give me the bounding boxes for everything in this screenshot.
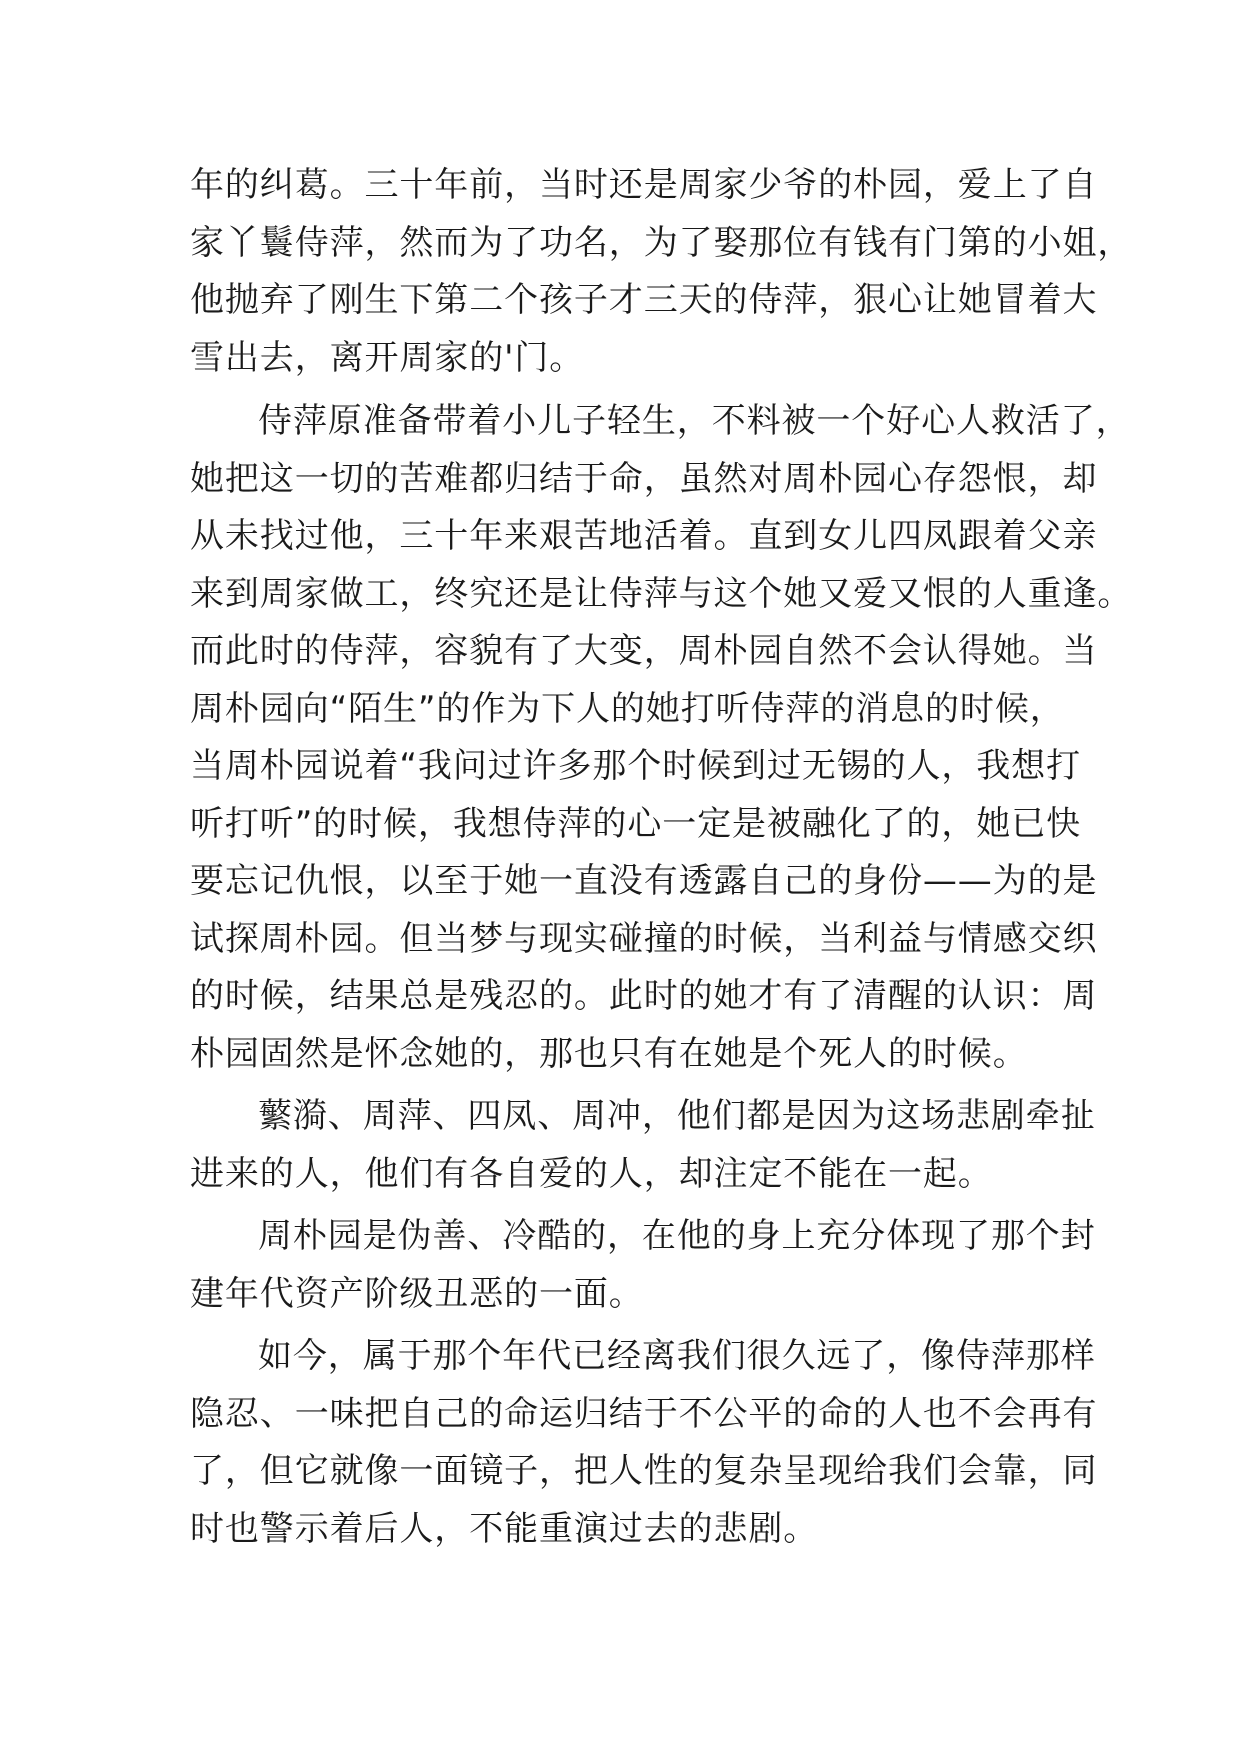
paragraph-5 bbox=[190, 1328, 1098, 1558]
text-line: 进来的人，他们有各自爱的人，却注定不能在一起。 bbox=[190, 1153, 993, 1194]
paragraph-2 bbox=[190, 393, 1133, 1083]
paragraph-3 bbox=[190, 1088, 1096, 1203]
text-line: 而此时的侍萍，容貌有了大变，周朴园自然不会认得她。当 bbox=[190, 631, 1098, 671]
text-line: 的时候，结果总是残忍的。此时的她才有了清醒的认识：周 bbox=[190, 976, 1098, 1016]
text-line: 当周朴园说着“我问过许多那个时候到过无锡的人，我想打 bbox=[190, 746, 1082, 786]
document-body bbox=[190, 157, 1133, 1558]
text-line: 她把这一切的苦难都归结于命，虽然对周朴园心存怨恨，却 bbox=[190, 458, 1098, 499]
text-line: 听打听”的时候，我想侍萍的心一定是被融化了的，她已快 bbox=[190, 803, 1082, 844]
text-line: 来到周家做工，终究还是让侍萍与这个她又爱又恨的人重逢。 bbox=[190, 573, 1133, 614]
text-line: 蘩漪、周萍、四凤、周冲，他们都是因为这场悲剧牵扯 bbox=[258, 1096, 1096, 1136]
text-line: 他抛弃了刚生下第二个孩子才三天的侍萍，狠心让她冒着大 bbox=[190, 280, 1098, 320]
paragraph-4 bbox=[190, 1208, 1096, 1323]
text-line: 了，但它就像一面镜子，把人性的复杂呈现给我们会靠，同 bbox=[190, 1451, 1098, 1491]
text-line: 试探周朴园。但当梦与现实碰撞的时候，当利益与情感交织 bbox=[190, 918, 1098, 959]
text-line: 家丫鬟侍萍，然而为了功名，为了娶那位有钱有门第的小姐， bbox=[190, 222, 1133, 263]
text-line: 年的纠葛。三十年前，当时还是周家少爷的朴园，爱上了自 bbox=[190, 165, 1098, 205]
text-line: 建年代资产阶级丑恶的一面。 bbox=[190, 1273, 644, 1314]
text-line: 朴园固然是怀念她的，那也只有在她是个死人的时候。 bbox=[190, 1033, 1028, 1074]
text-line: 从未找过他，三十年来艰苦地活着。直到女儿四凤跟着父亲 bbox=[190, 516, 1098, 556]
text-line: 雪出去，离开周家的'门。 bbox=[190, 337, 585, 378]
paragraph-1 bbox=[190, 157, 1133, 387]
text-line: 时也警示着后人，不能重演过去的悲剧。 bbox=[190, 1508, 819, 1549]
text-line: 要忘记仇恨，以至于她一直没有透露自己的身份——为的是 bbox=[190, 861, 1098, 901]
text-line: 周朴园是伪善、冷酷的，在他的身上充分体现了那个封 bbox=[258, 1216, 1096, 1256]
text-line: 周朴园向“陌生”的作为下人的她打听侍萍的消息的时候， bbox=[190, 688, 1065, 729]
text-line: 隐忍、一味把自己的命运归结于不公平的命的人也不会再有 bbox=[190, 1393, 1098, 1434]
text-line: 侍萍原准备带着小儿子轻生，不料被一个好心人救活了， bbox=[258, 401, 1131, 441]
text-line: 如今，属于那个年代已经离我们很久远了，像侍萍那样 bbox=[258, 1336, 1096, 1376]
